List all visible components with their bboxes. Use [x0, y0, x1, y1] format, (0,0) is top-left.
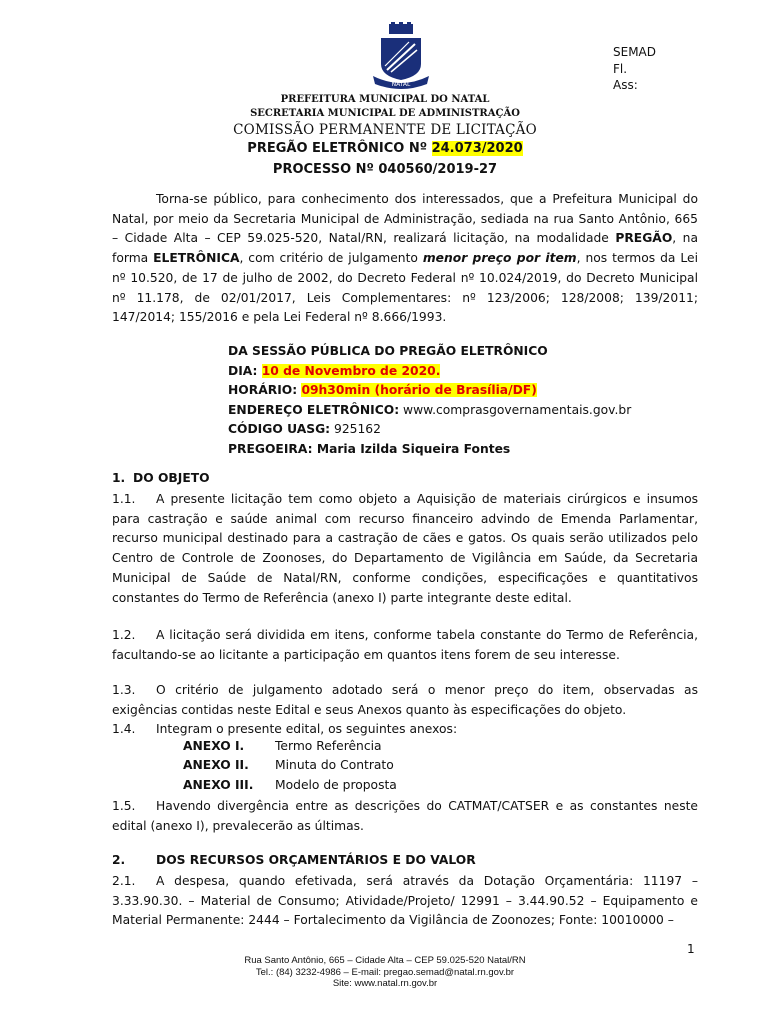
signature-label: Ass: [613, 78, 638, 92]
annex-row: ANEXO II. Minuta do Contrato [183, 758, 394, 772]
secretaria-heading: SECRETARIA MUNICIPAL DE ADMINISTRAÇÃO [250, 108, 520, 119]
semad-folio-box [613, 44, 656, 94]
footer-contact: Tel.: (84) 3232-4986 – E-mail: pregao.semad@natal.rn.gov.br [255, 966, 515, 978]
natal-coat-of-arms-logo [369, 22, 433, 92]
item-2-1: 2.1. A despesa, quando efetivada, será através da Dotação Orçamentária: 11197 – 3.33.90.30. – Material de Consumo; Atividade/Projeto/ 12991 – 3.44.90.52 – Equipamento e Material Permanente: 2444 – Fortalecimento da Vigilância de Zoonozes; Fonte: 10010000 – [112, 874, 698, 928]
footer-site: Site: www.natal.rn.gov.br [332, 978, 438, 989]
item-1-1: 1.1. A presente licitação tem como objeto a Aquisição de materiais cirúrgicos e insumos para castração e saúde animal com recurso financeiro advindo de Emenda Parlamentar, recurso municipal destinado para a castração de cães e gatos. Os quais serão utilizados pelo Centro de Controle de Zoonoses, do Departamento de Vigilância em Saúde, da Secretaria Municipal de Saúde de Natal/RN, conforme condições, especificações e quantitativos constantes do Termo de Referência (anexo I) parte integrante deste edital. [112, 492, 698, 605]
intro-bold-criterio: menor preço por item [422, 251, 577, 266]
session-endereco: ENDEREÇO ELETRÔNICO: www.comprasgovernamentais.gov.br [228, 402, 632, 417]
item-1-2: 1.2. A licitação será dividida em itens, conforme tabela constante do Termo de Referência, facultando-se ao licitante a participação em quantos itens forem de seu interesse. [112, 628, 698, 662]
session-dia: DIA: 10 de Novembro de 2020. [228, 363, 441, 378]
intro-bold-eletronica: ELETRÔNICA [153, 251, 240, 266]
intro-paragraph [112, 190, 698, 328]
session-block [228, 342, 631, 459]
comissao-heading: COMISSÃO PERMANENTE DE LICITAÇÃO [233, 122, 537, 138]
session-horario-value: 09h30min (horário de Brasília/DF) [301, 383, 537, 397]
pregao-prefix: PREGÃO ELETRÔNICO Nº [247, 141, 432, 156]
session-dia-value: 10 de Novembro de 2020. [261, 363, 441, 378]
session-uasg: CÓDIGO UASG: 925162 [228, 422, 381, 436]
session-horario: HORÁRIO: 09h30min (horário de Brasília/DF) [228, 383, 537, 397]
annex-row: ANEXO III. Modelo de proposta [183, 778, 397, 792]
prefeitura-heading: PREFEITURA MUNICIPAL DO NATAL [280, 94, 490, 105]
semad-label: SEMAD [613, 45, 657, 59]
footer-address: Rua Santo Antônio, 665 – Cidade Alta – CEP 59.025-520 Natal/RN [244, 955, 526, 966]
section-2-heading: 2. DOS RECURSOS ORÇAMENTÁRIOS E DO VALOR [112, 853, 476, 867]
folio-label: Fl. [613, 61, 628, 76]
page-number: 1 [687, 942, 695, 956]
intro-text-3: , com critério de julgamento [239, 251, 423, 266]
item-1-4: 1.4. Integram o presente edital, os seguintes anexos: [112, 722, 458, 736]
intro-bold-pregao: PREGÃO [615, 231, 673, 246]
svg-text:NATAL: NATAL [391, 81, 411, 88]
session-endereco-link: www.comprasgovernamentais.gov.br [399, 402, 632, 417]
session-pregoeira: PREGOEIRA: Maria Izilda Siqueira Fontes [228, 441, 511, 456]
item-1-5: 1.5. Havendo divergência entre as descrições do CATMAT/CATSER e as constantes neste edital (anexo I), prevalecerão as últimas. [112, 799, 698, 833]
intro-text-1: Torna-se público, para conhecimento dos interessados, que a Prefeitura Municipal do Natal, por meio da Secretaria Municipal de Administração, sediada na rua Santo Antônio, 665 – Cidade Alta – CEP 59.025-520, Natal/RN, realizará licitação, na modalidade [112, 192, 698, 246]
annex-row: ANEXO I. Termo Referência [183, 739, 382, 753]
footer [0, 955, 770, 990]
pregao-heading [0, 141, 770, 156]
section-1-heading: 1. DO OBJETO [112, 471, 210, 485]
intro-text-2: , na forma [112, 231, 698, 266]
intro-text-4: , nos termos da Lei nº 10.520, de 17 de julho de 2002, do Decreto Federal nº 10.024/2019, do Decreto Municipal nº 11.178, de 02/01/2017, Leis Complementares: nº 123/2006; 128/2008; 139/2011; 147/2014; 155/2016 e pela Lei Federal nº 8.666/1993. [112, 251, 698, 325]
pregao-number: 24.073/2020 [431, 141, 523, 156]
processo-heading: PROCESSO Nº 040560/2019-27 [272, 162, 498, 177]
session-title: DA SESSÃO PÚBLICA DO PREGÃO ELETRÔNICO [228, 344, 548, 358]
item-1-3: 1.3. O critério de julgamento adotado será o menor preço do item, observadas as exigências contidas neste Edital e seus Anexos quanto às especificações do objeto. [112, 683, 698, 717]
